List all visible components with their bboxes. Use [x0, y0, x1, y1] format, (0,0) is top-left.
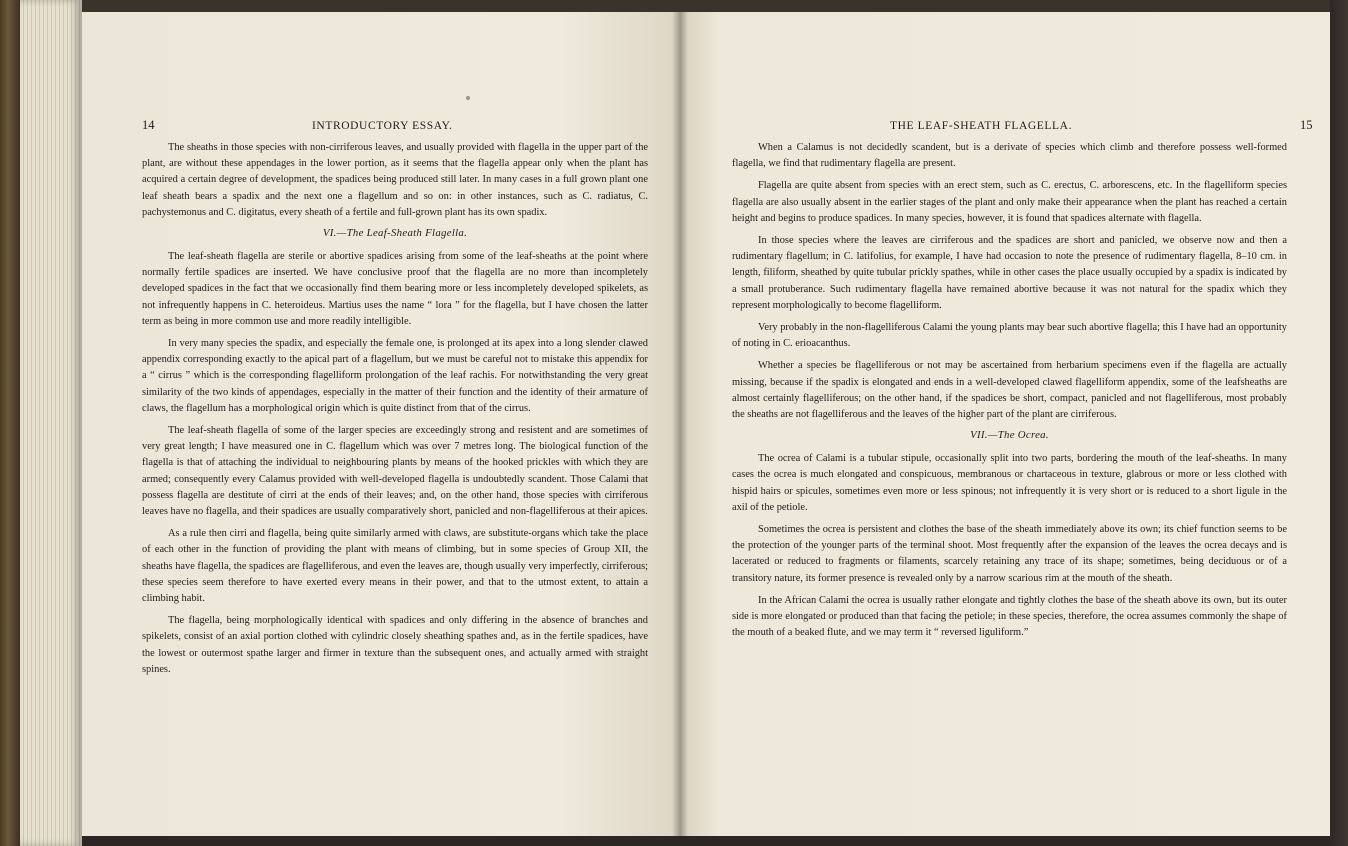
left-page — [82, 12, 680, 836]
left-page-number: 14 — [142, 118, 155, 132]
right-paragraph: In the African Calami the ocrea is usually rather elongate and tightly clothes the base of the sheath above its own, but its outer side is more elongated or produced than that facing the petiole; in these species, therefore, the ocrea assumes commonly the shape of the mouth of a beaked flute, and we may term it “ reversed liguliform.” — [732, 594, 1287, 639]
right-text-block — [732, 114, 1287, 647]
left-paragraph: The leaf-sheath flagella of some of the larger species are exceedingly strong and resistent and are sometimes of very great length; I have measured one in C. flagellum which was over 7 metres long. The biological function of the flagella is that of attaching the individual to neighbouring plants by means of the hooked prickles with which they are armed; consequently every Calamus provided with well-developed flagella is undoubtedly scandent. Those Calami that possess flagella are destitute of cirri at the ends of their leaves; and, on the other hand, those species with cirriferous leaves have no flagella, and their spadices are usually comparatively short, panicled and non-flagelliferous at their apices. — [142, 425, 648, 518]
left-paragraph: In very many species the spadix, and especially the female one, is prolonged at its apex into a long slender clawed appendix corresponding exactly to the apical part of a flagellum, but we must be careful not to mistake this appendix for a “ cirrus ” which is the corresponding flagelliform prolongation of the leaf rachis. For notwithstanding the very great similarity of the two kinds of appendages, especially in the matter of their function and the identity of their armature of claws, the flagellum has a morphological origin which is quite distinct from that of the cirrus. — [142, 338, 648, 414]
right-paragraph: Sometimes the ocrea is persistent and clothes the base of the sheath immediately above its own; its chief function seems to be the protection of the younger parts of the terminal shoot. Most frequently after the expansion of the leaves the ocrea decays and is lacerated or reduced to fragments or filaments, scarcely retaining any trace of its shape; sometimes, being deciduous or of a transitory nature, its former presence is revealed only by a narrow scarious rim at the mouth of the sheath. — [732, 524, 1287, 584]
left-section-heading: VI.—The Leaf-Sheath Flagella. — [322, 227, 468, 240]
right-paragraph: When a Calamus is not decidedly scandent, but is a derivate of species which climb and therefore possess well-formed flagella, we find that rudimentary flagella are present. — [732, 142, 1287, 170]
right-running-head: THE LEAF-SHEATH FLAGELLA. — [890, 120, 1073, 132]
right-paragraph: Flagella are quite absent from species with an erect stem, such as C. erectus, C. arborescens, etc. In the flagelliform species flagella are also usually absent in the earlier stages of the plant and only make their appearance when the plant has reached a certain height and begins to produce spadices. In many species, however, it is found that spadices alternate with flagella. — [732, 180, 1287, 224]
right-paragraph: Whether a species be flagelliferous or not may be ascertained from herbarium specimens even if the flagella are actually missing, because if the spadix is elongated and ends in a well-developed clawed flagelliform appendix, some of the leafsheaths are almost certainly flagelliferous; on the other hand, if the spadices be short, compact, panicled and not flagelliferous, most probably the sheaths are not flagelliferous and the leaves of the higher part of the plant are cirriferous. — [732, 360, 1287, 421]
right-paragraph: In those species where the leaves are cirriferous and the spadices are short and panicled, we observe now and then a rudimentary flagellum; in C. latifolius, for example, I have had occasion to note the presence of rudimentary flagella, 8–10 cm. in length, filiform, sheathed by quite tubular prickly spathes, while in other cases the place usually occupied by a spadix is indicated by a small protuberance. Such rudimentary flagella have remained abortive because it was not natural for the spadix which they represent morphologically to become flagelliform. — [732, 235, 1287, 311]
left-paragraph: The sheaths in those species with non-cirriferous leaves, and usually provided with flagella in the upper part of the plant, are without these appendages in the lower portion, as it seems that the flagella appear only when the plant has acquired a certain degree of development, the spadices being produced still later. In many cases in a full grown plant one leaf sheath bears a spadix and the next one a flagellum and so on: in other instances, such as C. radiatus, C. pachystemonus and C. digitatus, every sheath of a fertile and full-grown plant has its own spadix. — [142, 142, 648, 218]
left-paragraph: The flagella, being morphologically identical with spadices and only differing in the absence of branches and spikelets, consist of an axial portion clothed with cylindric closely sheathing spathes and, as in the fertile spadices, have the lowest or outermost spathe larger and firmer in texture than the subsequent ones, and actually armed with straight spines. — [142, 615, 648, 675]
left-paragraph: The leaf-sheath flagella are sterile or abortive spadices arising from some of the leaf-sheaths at the point where normally fertile spadices are inserted. We have conclusive proof that the flagella are no more than incompletely developed spadices in the fact that we occasionally find them bearing more or less incompletely developed spikelets, as not infrequently happens in C. heteroideus. Martius uses the name “ lora ” for the flagella, but I have chosen the latter term as being in more common use and more readily intelligible. — [142, 251, 648, 327]
right-margin-shadow — [1330, 0, 1348, 846]
book-gutter — [672, 12, 688, 836]
right-paragraph: Very probably in the non-flagelliferous Calami the young plants may bear such abortive flagella; this I have had an opportunity of noting in C. erioacanthus. — [732, 322, 1287, 350]
page-edges — [20, 0, 82, 846]
right-paragraph: The ocrea of Calami is a tubular stipule, occasionally split into two parts, bordering the mouth of the leaf-sheaths. In many cases the ocrea is much elongated and conspicuous, membranous or chartaceous in texture, glabrous or more or less clothed with hispid hairs or spicules, sometimes even more or less spinous; not infrequently it is very short or is reduced to a short ligule in the axil of the petiole. — [732, 453, 1287, 513]
binding-spine — [0, 0, 20, 846]
left-paragraph: As a rule then cirri and flagella, being quite similarly armed with claws, are substitute-organs which take the place of each other in the function of providing the plant with means of climbing, but in some species of Group XII, the sheaths have flagella, the spadices are flagelliferous, and even the leaves are, though usually very imperfectly, cirriferous; these species seem therefore to have exerted every means in their power, and that to the utmost extent, to attain a climbing habit. — [142, 528, 648, 605]
left-running-head: INTRODUCTORY ESSAY. — [312, 120, 453, 132]
right-section-heading: VII.—The Ocrea. — [970, 429, 1049, 442]
right-page-number: 15 — [1300, 118, 1313, 132]
print-speck — [466, 96, 470, 100]
left-text-block — [142, 114, 648, 684]
right-page — [680, 12, 1330, 836]
